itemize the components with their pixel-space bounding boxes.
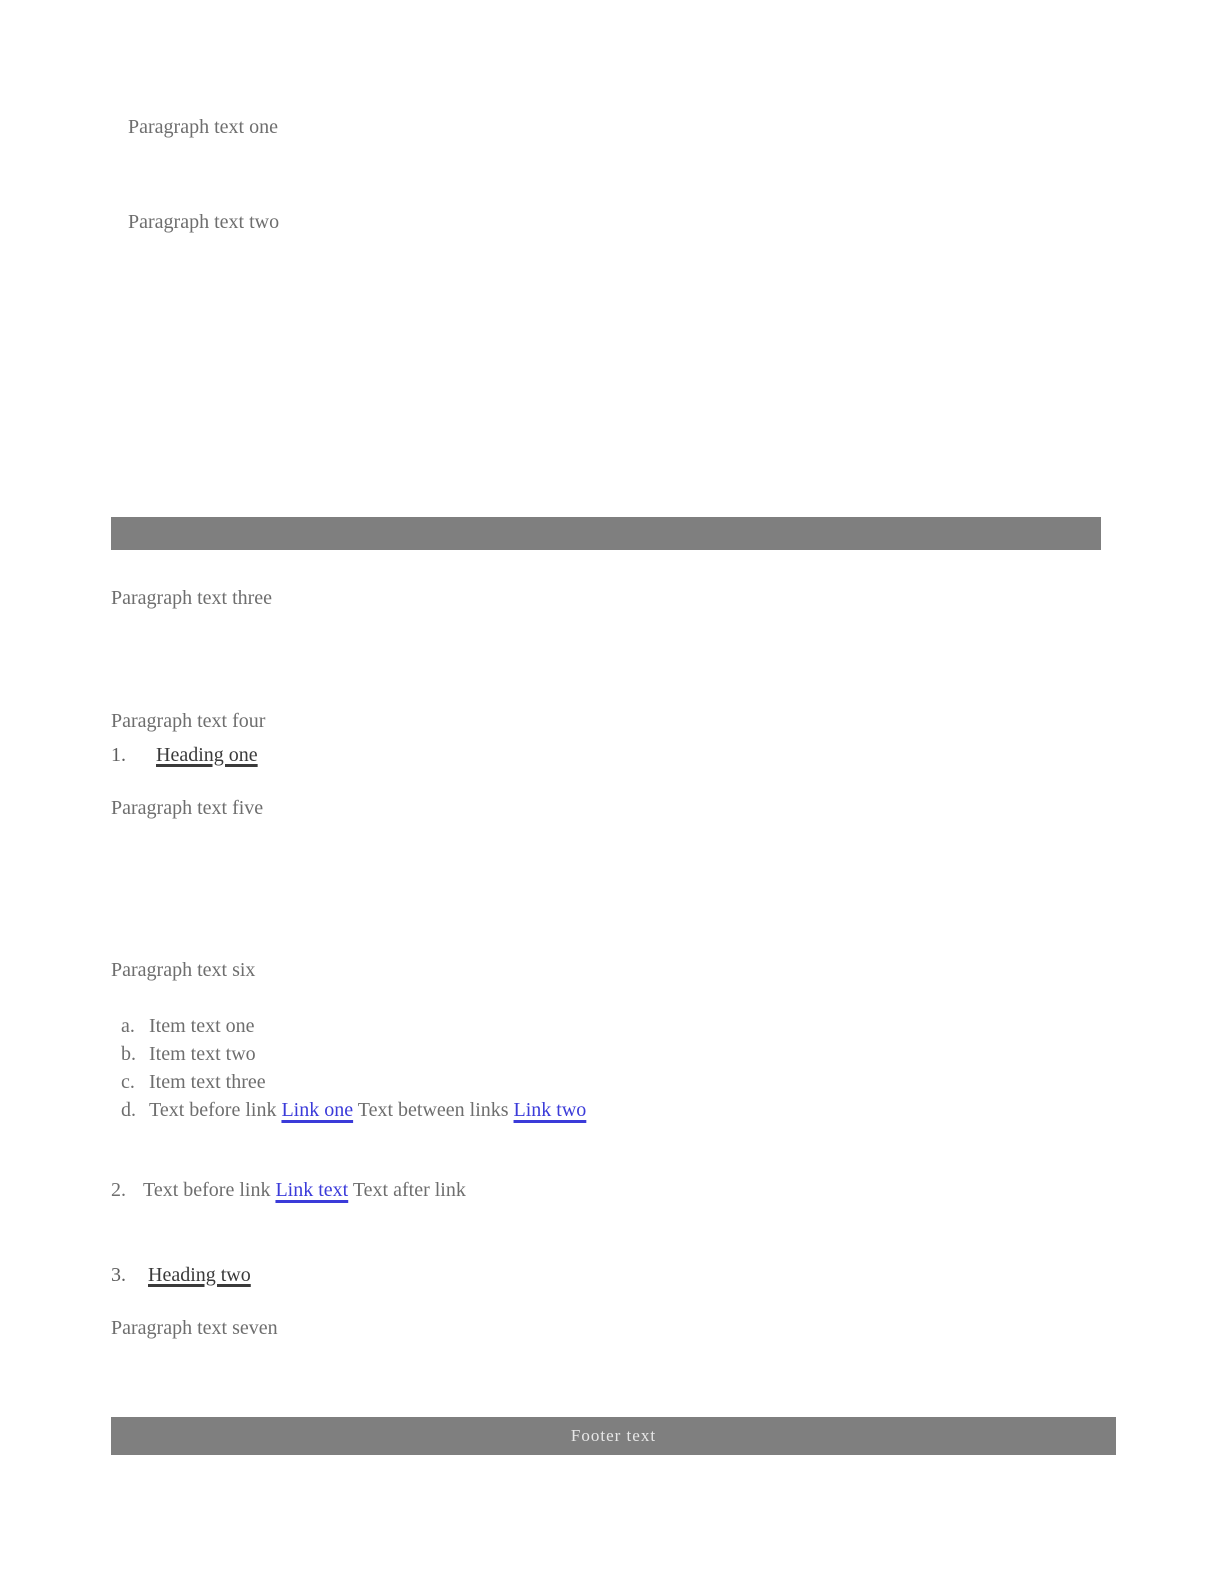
item-3-title: Heading two (148, 1264, 251, 1286)
list-item-text: Item text two (149, 1043, 256, 1065)
top-paragraph-2: Paragraph text two (128, 211, 280, 233)
list-intro-text: Paragraph text four (111, 710, 266, 732)
list-item (111, 1096, 1111, 1124)
top-paragraph-1: Paragraph text one (128, 116, 278, 138)
item-1-heading (111, 740, 711, 770)
list-item (111, 1012, 1111, 1040)
reglamento-link[interactable]: Link text (275, 1179, 349, 1201)
list-item-marker: a. (121, 1015, 135, 1037)
list-item (111, 1040, 1111, 1068)
item-1-paragraph-1: Paragraph text five (111, 797, 264, 819)
item-3-heading (111, 1260, 711, 1290)
list-item-marker: b. (121, 1043, 136, 1065)
item-1-paragraph-2: Paragraph text six (111, 959, 256, 981)
list-item-text: Item text three (149, 1071, 266, 1093)
item-2-number: 2. (111, 1179, 126, 1201)
list-item-text: Text before link (149, 1099, 277, 1121)
list-item-text: Item text one (149, 1015, 255, 1037)
item-1-title: Heading one (156, 744, 258, 766)
list-item-marker: d. (121, 1099, 136, 1121)
item-3-number: 3. (111, 1264, 126, 1286)
item-2-text-after: Text after link (352, 1179, 466, 1201)
list-item (111, 1068, 1111, 1096)
footer-bar: Footer text (111, 1417, 1116, 1455)
contact-link-2[interactable]: Link two (513, 1099, 587, 1121)
list-item-text: Text between links (357, 1099, 509, 1121)
section-intro-paragraph: Paragraph text three (111, 587, 273, 609)
contact-link-1[interactable]: Link one (281, 1099, 354, 1121)
item-2-text: Text before link (143, 1179, 271, 1201)
item-3-paragraph: Paragraph text seven (111, 1317, 278, 1339)
list-item-marker: c. (121, 1071, 135, 1093)
item-2-paragraph (111, 1176, 1163, 1204)
section-header-bar (111, 517, 1101, 550)
contact-list (111, 1012, 1111, 1124)
item-1-number: 1. (111, 744, 126, 766)
